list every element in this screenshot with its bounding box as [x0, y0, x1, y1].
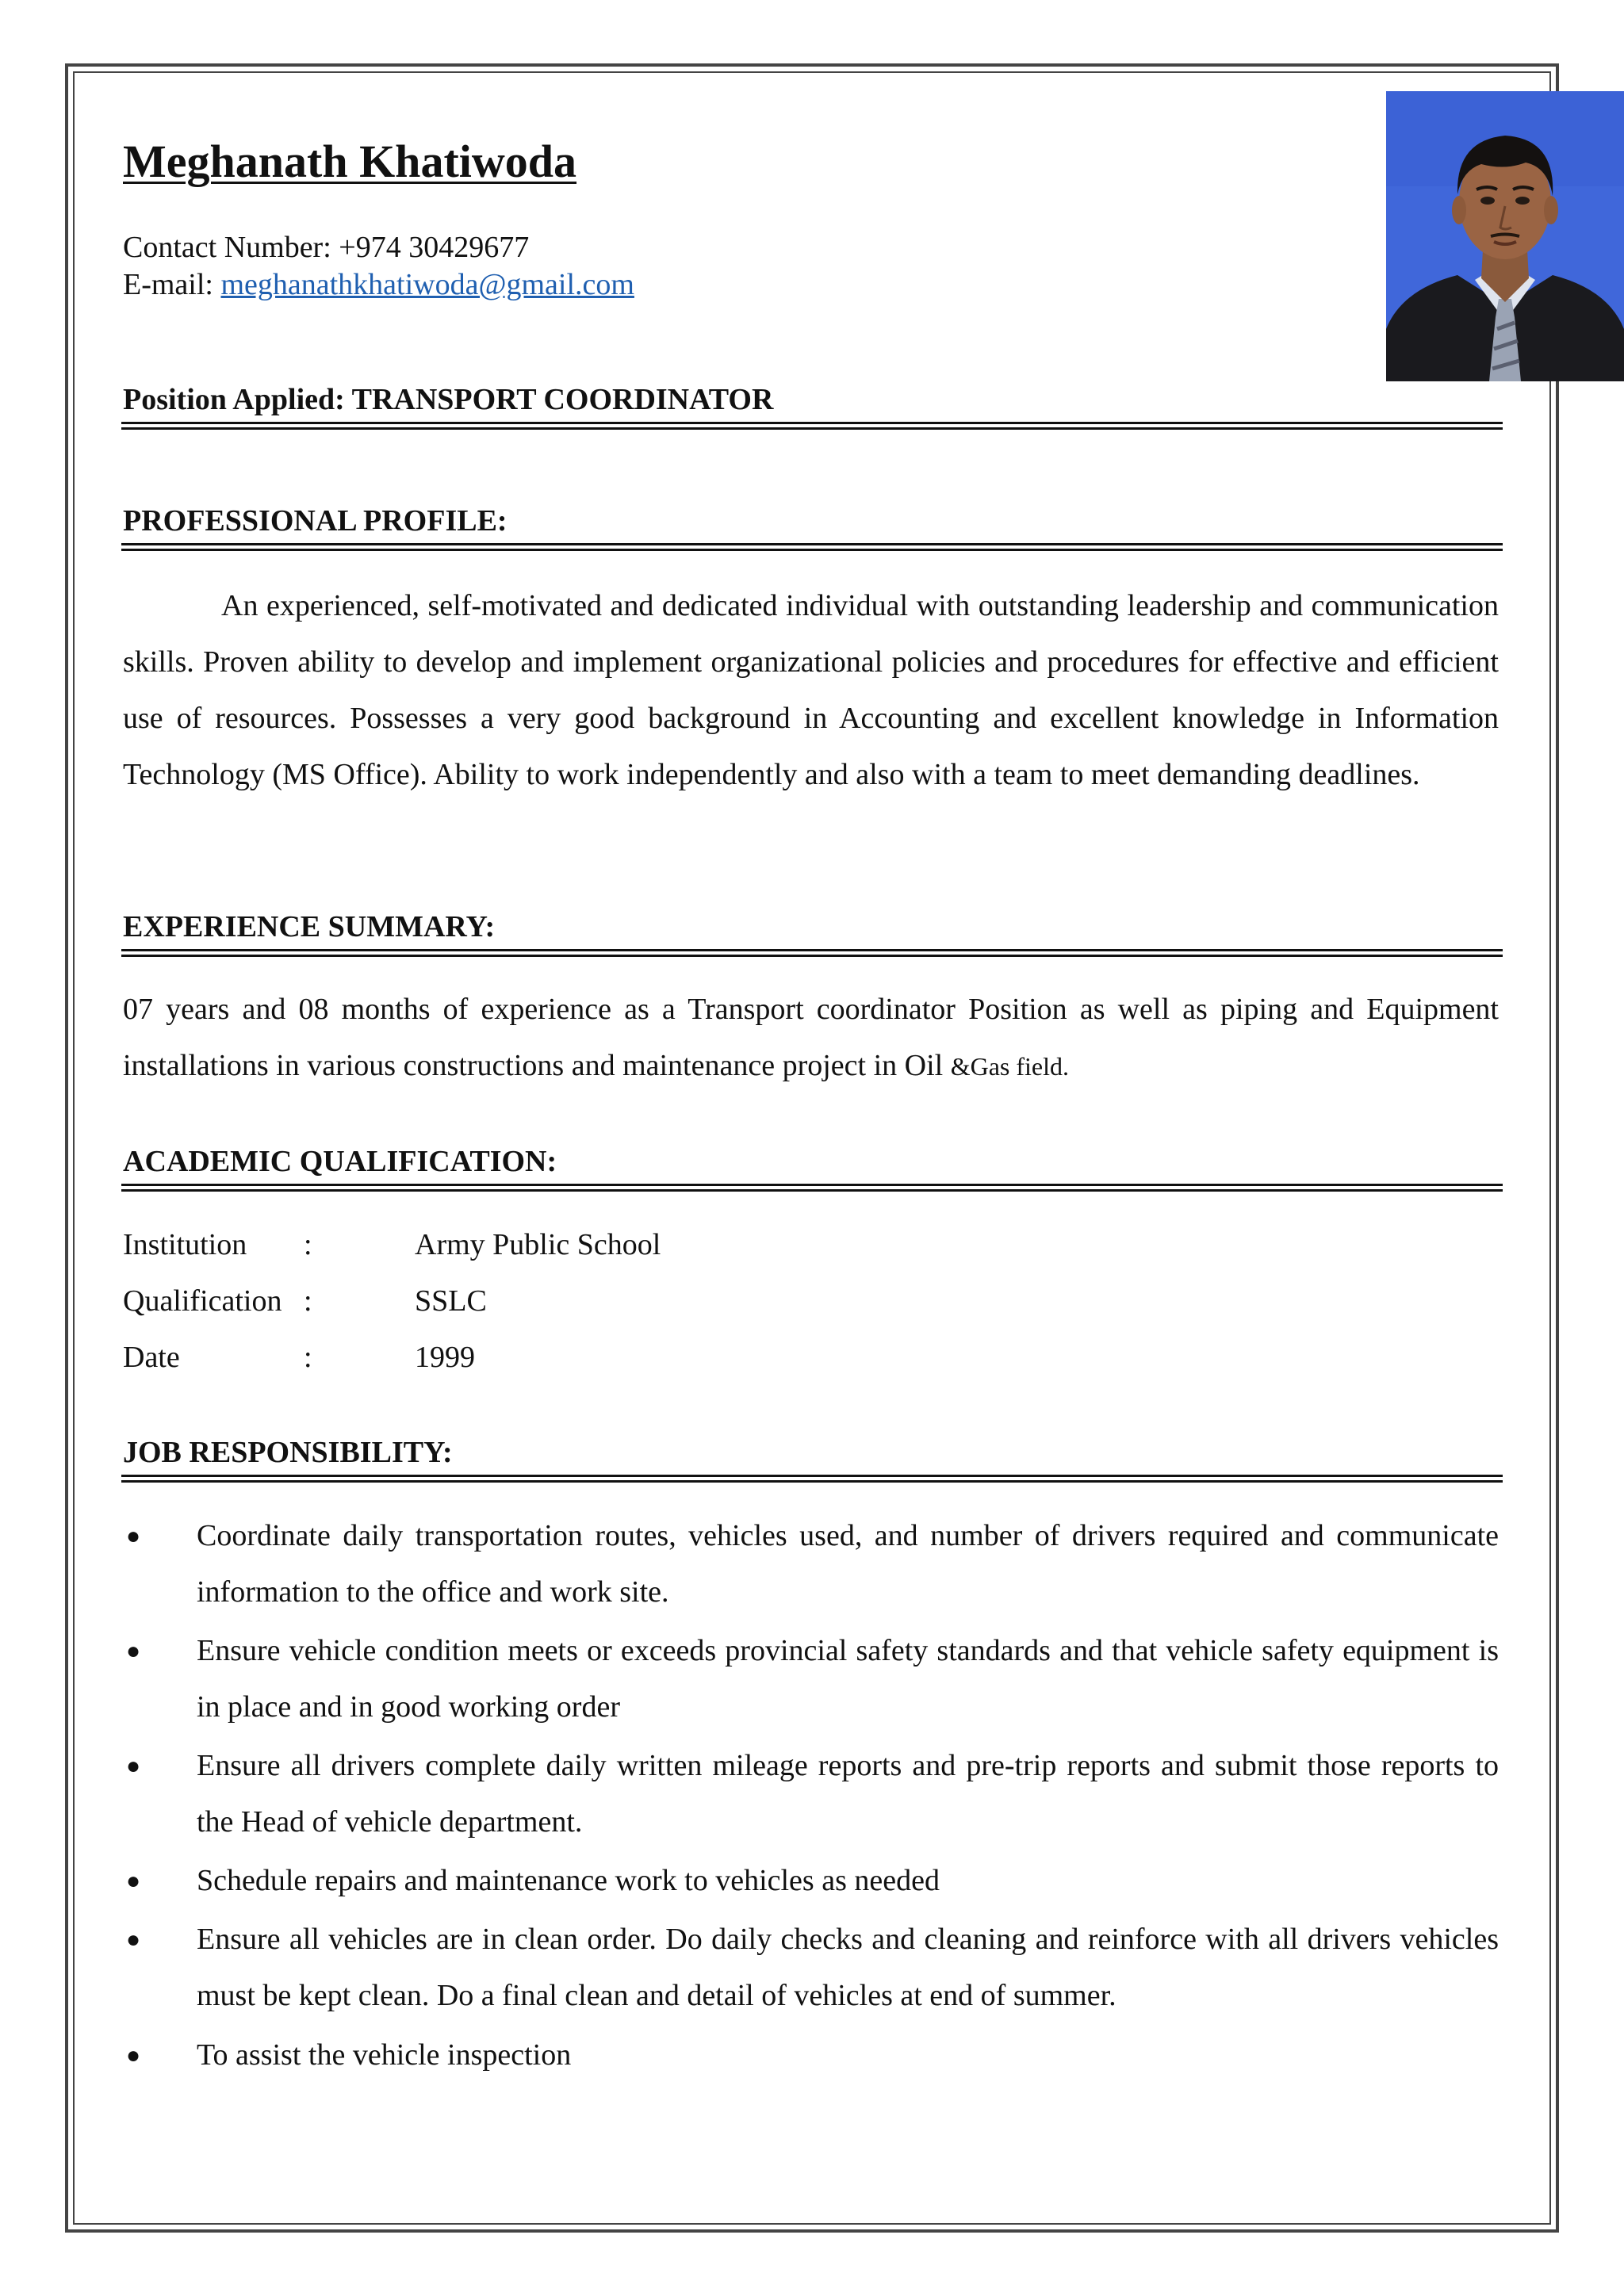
experience-text-small: &Gas field. — [950, 1052, 1069, 1081]
job-item-text: Schedule repairs and maintenance work to vehicles as needed — [197, 1864, 940, 1897]
bullet-icon: ● — [126, 2042, 141, 2068]
qualification-colon: : — [304, 1341, 312, 1374]
job-item-text: Ensure vehicle condition meets or exceeds provincial safety standards and that vehicle safety equipment is in place and in good working order — [197, 1634, 1499, 1724]
bullet-icon: ● — [126, 1753, 141, 1779]
email-label: E-mail: — [123, 268, 221, 301]
position-value: TRANSPORT COORDINATOR — [351, 383, 774, 416]
contact-number-line — [123, 230, 529, 265]
experience-text: 07 years and 08 months of experience as a Transport coordinator Position as well as piping and Equipment installations in various constructions and maintenance project in Oil — [123, 993, 1499, 1082]
contact-number-label: Contact Number: — [123, 231, 339, 264]
position-applied — [123, 382, 773, 417]
qualification-label: Date — [123, 1341, 180, 1374]
profile-photo-icon — [1386, 91, 1624, 381]
section-divider — [121, 422, 1503, 430]
bullet-icon: ● — [126, 1868, 141, 1894]
profile-paragraph — [123, 578, 1499, 803]
job-item-text: Ensure all drivers complete daily written mileage reports and pre-trip reports and submit those reports to the Head of vehicle department. — [197, 1749, 1499, 1839]
qualification-value: SSLC — [415, 1284, 487, 1318]
qualification-label: Qualification — [123, 1284, 282, 1318]
section-divider — [121, 543, 1503, 551]
qualification-value: Army Public School — [415, 1228, 661, 1261]
bullet-icon: ● — [126, 1638, 141, 1664]
profile-heading: PROFESSIONAL PROFILE: — [123, 504, 508, 538]
contact-number-value: +974 30429677 — [339, 231, 530, 264]
section-divider — [121, 1184, 1503, 1192]
experience-paragraph — [123, 982, 1499, 1095]
academic-heading: ACADEMIC QUALIFICATION: — [123, 1145, 557, 1178]
job-item-text: To assist the vehicle inspection — [197, 2038, 572, 2072]
job-item-text: Ensure all vehicles are in clean order. Do daily checks and cleaning and reinforce with all drivers vehicles must be kept clean. Do a final clean and detail of vehicles at end of summer. — [197, 1923, 1499, 2012]
profile-photo — [1386, 91, 1624, 381]
job-item-text: Coordinate daily transportation routes, vehicles used, and number of drivers required and communicate information to the office and work site. — [197, 1519, 1499, 1609]
qualification-colon: : — [304, 1284, 312, 1318]
email-line — [123, 267, 634, 302]
experience-heading: EXPERIENCE SUMMARY: — [123, 910, 496, 943]
bullet-icon: ● — [126, 1927, 141, 1953]
qualification-value: 1999 — [415, 1341, 475, 1374]
bullet-icon: ● — [126, 1523, 141, 1549]
qualification-colon: : — [304, 1228, 312, 1261]
email-link[interactable]: meghanathkhatiwoda@gmail.com — [220, 268, 634, 301]
candidate-name: Meghanath Khatiwoda — [123, 136, 577, 187]
profile-text: An experienced, self-motivated and dedicated individual with outstanding leadership and communication skills. Proven ability to develop and implement organizational policies and procedures for effective and efficient use of resources. Possesses a very good background in Accounting and excellent knowledge in Information Technology (MS Office). Ability to work independently and also with a team to meet demanding deadlines. — [123, 589, 1499, 791]
qualification-label: Institution — [123, 1228, 247, 1261]
position-label: Position Applied: — [123, 383, 352, 416]
section-divider — [121, 949, 1503, 957]
section-divider — [121, 1475, 1503, 1483]
job-heading: JOB RESPONSIBILITY: — [123, 1436, 453, 1469]
